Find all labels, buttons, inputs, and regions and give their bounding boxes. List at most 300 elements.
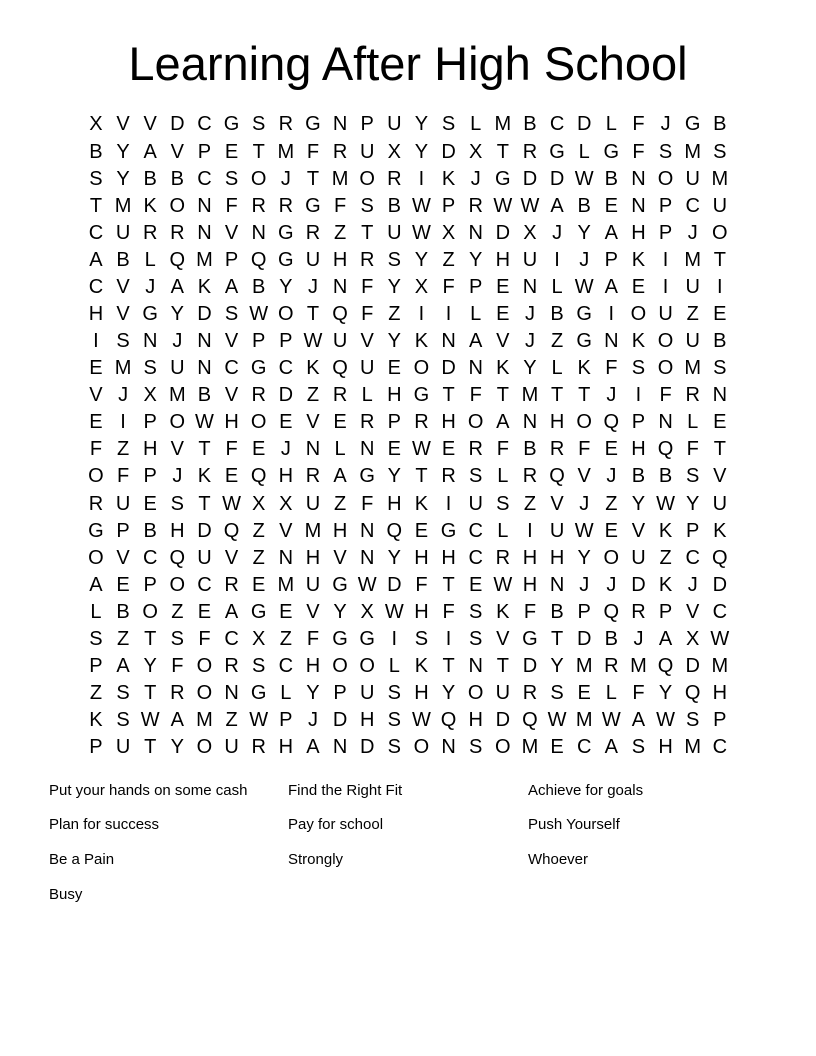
grid-letter: A: [604, 275, 618, 298]
grid-letter: L: [361, 384, 373, 407]
grid-letter: A: [604, 221, 618, 244]
grid-letter: J: [470, 167, 481, 190]
grid-letter: N: [359, 546, 375, 569]
grid-letter: L: [605, 682, 617, 705]
grid-letter: N: [522, 275, 538, 298]
grid-letter: U: [359, 682, 375, 705]
grid-letter: G: [278, 248, 294, 271]
grid-letter: J: [687, 221, 698, 244]
grid-letter: E: [224, 465, 239, 488]
grid-letter: V: [143, 113, 157, 136]
grid-letter: B: [523, 438, 537, 461]
grid-letter: U: [495, 682, 511, 705]
grid-letter: U: [332, 330, 348, 353]
grid-letter: P: [441, 194, 456, 217]
grid-letter: Y: [577, 221, 591, 244]
grid-letter: O: [467, 411, 484, 434]
grid-letter: H: [414, 546, 429, 569]
grid-letter: E: [496, 275, 510, 298]
grid-letter: J: [606, 465, 617, 488]
grid-letter: S: [89, 167, 103, 190]
grid-letter: P: [686, 519, 700, 542]
grid-letter: S: [116, 682, 130, 705]
grid-letter: B: [116, 248, 130, 271]
grid-letter: F: [116, 465, 130, 488]
grid-row: [82, 734, 733, 761]
grid-letter: A: [116, 654, 130, 677]
grid-letter: Z: [306, 384, 320, 407]
grid-letter: G: [250, 682, 267, 705]
grid-letter: M: [304, 519, 322, 542]
grid-letter: P: [116, 519, 130, 542]
grid-letter: T: [496, 654, 509, 677]
grid-letter: G: [549, 140, 565, 163]
grid-letter: B: [604, 627, 618, 650]
grid-letter: Z: [333, 221, 347, 244]
grid-letter: R: [305, 221, 321, 244]
grid-letter: M: [521, 384, 539, 407]
grid-letter: S: [170, 492, 184, 515]
grid-letter: E: [224, 140, 239, 163]
grid-letter: N: [468, 221, 483, 244]
grid-letter: R: [631, 600, 646, 623]
grid-letter: R: [88, 492, 104, 515]
grid-letter: B: [713, 330, 727, 353]
grid-row: [82, 247, 733, 274]
grid-letter: W: [493, 573, 513, 596]
grid-letter: X: [252, 627, 266, 650]
grid-letter: U: [658, 302, 673, 325]
grid-letter: W: [574, 275, 594, 298]
grid-letter: M: [711, 654, 729, 677]
grid-letter: L: [551, 275, 563, 298]
grid-letter: M: [684, 357, 702, 380]
grid-row: [82, 138, 733, 165]
grid-letter: G: [305, 113, 321, 136]
grid-row: [82, 653, 733, 680]
grid-letter: J: [524, 330, 535, 353]
grid-letter: D: [359, 736, 375, 759]
grid-letter: N: [197, 194, 212, 217]
grid-letter: A: [496, 411, 510, 434]
grid-letter: H: [468, 709, 483, 732]
grid-letter: V: [713, 465, 727, 488]
grid-letter: O: [413, 736, 430, 759]
grid-letter: B: [577, 194, 591, 217]
grid-letter: G: [359, 627, 375, 650]
grid-letter: Q: [250, 465, 267, 488]
grid-letter: W: [222, 492, 242, 515]
grid-letter: H: [387, 492, 402, 515]
grid-letter: R: [468, 438, 483, 461]
grid-letter: M: [711, 167, 729, 190]
grid-letter: Z: [605, 492, 618, 515]
grid-letter: S: [713, 140, 727, 163]
grid-letter: H: [522, 546, 538, 569]
grid-letter: V: [224, 330, 239, 353]
grid-letter: H: [495, 248, 511, 271]
grid-letter: S: [441, 113, 456, 136]
grid-letter: T: [144, 736, 157, 759]
grid-letter: L: [280, 682, 292, 705]
grid-letter: F: [361, 275, 374, 298]
grid-letter: B: [550, 600, 564, 623]
grid-letter: P: [658, 194, 673, 217]
grid-row: [82, 274, 733, 301]
grid-letter: O: [359, 654, 375, 677]
grid-row: [82, 490, 733, 517]
grid-letter: S: [658, 140, 673, 163]
grid-letter: X: [143, 384, 157, 407]
grid-letter: V: [496, 627, 510, 650]
grid-letter: O: [657, 330, 674, 353]
grid-letter: N: [332, 275, 348, 298]
grid-letter: L: [470, 302, 482, 325]
grid-letter: G: [684, 113, 701, 136]
grid-letter: C: [197, 113, 212, 136]
grid-letter: A: [306, 736, 320, 759]
grid-letter: S: [387, 709, 401, 732]
grid-letter: D: [685, 654, 700, 677]
grid-letter: V: [577, 465, 591, 488]
grid-letter: H: [305, 654, 321, 677]
grid-letter: Z: [171, 600, 184, 623]
grid-letter: I: [554, 248, 560, 271]
grid-letter: V: [116, 113, 130, 136]
grid-letter: Q: [657, 654, 674, 677]
grid-letter: H: [414, 600, 429, 623]
grid-letter: R: [522, 140, 538, 163]
grid-letter: U: [115, 492, 131, 515]
grid-letter: C: [88, 275, 104, 298]
grid-letter: P: [469, 275, 483, 298]
grid-letter: N: [468, 654, 483, 677]
grid-letter: Q: [522, 709, 538, 732]
grid-letter: I: [717, 275, 723, 298]
grid-letter: G: [603, 140, 620, 163]
grid-letter: S: [387, 682, 401, 705]
grid-letter: G: [250, 600, 267, 623]
grid-letter: J: [687, 573, 698, 596]
grid-letter: S: [116, 330, 130, 353]
grid-letter: V: [279, 519, 293, 542]
grid-row: [82, 328, 733, 355]
grid-letter: M: [684, 248, 702, 271]
grid-letter: N: [197, 330, 212, 353]
grid-letter: N: [712, 384, 728, 407]
grid-letter: Q: [386, 519, 403, 542]
grid-letter: R: [251, 194, 266, 217]
grid-letter: Y: [143, 654, 157, 677]
grid-letter: Z: [333, 492, 347, 515]
grid-letter: O: [332, 654, 348, 677]
grid-letter: U: [170, 357, 185, 380]
grid-letter: J: [145, 275, 156, 298]
grid-letter: N: [549, 573, 565, 596]
grid-letter: A: [658, 627, 673, 650]
grid-letter: A: [604, 736, 618, 759]
grid-letter: P: [631, 411, 646, 434]
grid-letter: R: [305, 465, 321, 488]
grid-letter: L: [388, 654, 400, 677]
grid-letter: V: [170, 438, 184, 461]
grid-letter: F: [171, 654, 184, 677]
grid-letter: Z: [116, 627, 130, 650]
grid-letter: M: [630, 654, 647, 677]
grid-letter: L: [605, 113, 617, 136]
grid-letter: J: [606, 573, 617, 596]
grid-letter: H: [631, 221, 646, 244]
grid-letter: Z: [89, 682, 103, 705]
grid-letter: D: [631, 573, 646, 596]
grid-letter: Y: [414, 140, 429, 163]
grid-letter: P: [143, 465, 157, 488]
grid-letter: U: [115, 221, 131, 244]
grid-letter: Q: [603, 600, 620, 623]
grid-letter: S: [170, 627, 184, 650]
grid-letter: U: [631, 546, 646, 569]
grid-letter: D: [332, 709, 348, 732]
grid-letter: T: [442, 573, 455, 596]
grid-letter: E: [279, 600, 293, 623]
grid-letter: S: [116, 709, 130, 732]
word-list-item: Whoever: [528, 851, 589, 869]
grid-letter: V: [224, 384, 239, 407]
grid-letter: C: [549, 113, 565, 136]
grid-letter: S: [631, 357, 646, 380]
grid-letter: R: [414, 411, 429, 434]
word-list-item: Achieve for goals: [528, 781, 644, 799]
grid-letter: O: [630, 302, 647, 325]
grid-letter: U: [685, 330, 700, 353]
grid-letter: Y: [658, 682, 673, 705]
grid-letter: R: [278, 194, 294, 217]
grid-letter: O: [576, 411, 592, 434]
grid-letter: L: [497, 465, 509, 488]
grid-letter: C: [278, 654, 294, 677]
grid-letter: I: [93, 330, 99, 353]
grid-letter: L: [578, 140, 590, 163]
grid-letter: E: [387, 357, 401, 380]
grid-letter: S: [550, 682, 564, 705]
grid-letter: M: [684, 140, 702, 163]
grid-letter: H: [387, 384, 402, 407]
grid-letter: N: [142, 330, 158, 353]
grid-row: [82, 680, 733, 707]
grid-letter: F: [361, 492, 374, 515]
grid-letter: M: [114, 357, 132, 380]
grid-letter: H: [278, 465, 294, 488]
grid-letter: N: [305, 438, 321, 461]
grid-letter: D: [441, 357, 456, 380]
grid-letter: K: [496, 357, 510, 380]
grid-letter: D: [522, 654, 538, 677]
grid-letter: U: [305, 492, 321, 515]
grid-letter: S: [387, 248, 401, 271]
grid-letter: S: [224, 167, 239, 190]
grid-letter: R: [170, 682, 185, 705]
grid-letter: E: [333, 411, 347, 434]
grid-letter: G: [278, 221, 294, 244]
grid-letter: F: [415, 573, 428, 596]
grid-letter: O: [250, 167, 267, 190]
grid-letter: Y: [387, 275, 401, 298]
grid-letter: J: [172, 465, 183, 488]
grid-letter: Q: [332, 302, 348, 325]
grid-letter: J: [172, 330, 183, 353]
grid-letter: C: [197, 573, 212, 596]
grid-letter: E: [197, 600, 212, 623]
grid-letter: T: [89, 194, 103, 217]
word-list-column: [288, 773, 402, 877]
grid-letter: J: [579, 573, 590, 596]
grid-letter: I: [445, 302, 452, 325]
grid-letter: D: [712, 573, 728, 596]
grid-letter: W: [303, 330, 323, 353]
grid-letter: M: [684, 736, 702, 759]
grid-letter: F: [578, 438, 591, 461]
grid-letter: W: [601, 709, 621, 732]
grid-letter: P: [224, 248, 239, 271]
grid-letter: U: [115, 736, 131, 759]
grid-letter: R: [170, 221, 185, 244]
grid-letter: R: [522, 465, 538, 488]
grid-letter: G: [332, 627, 348, 650]
grid-letter: O: [169, 411, 186, 434]
grid-letter: A: [224, 275, 239, 298]
grid-letter: C: [712, 600, 728, 623]
grid-letter: I: [635, 384, 642, 407]
grid-letter: N: [278, 546, 294, 569]
grid-letter: R: [278, 113, 294, 136]
grid-letter: N: [332, 113, 348, 136]
grid-letter: F: [225, 438, 238, 461]
grid-letter: W: [547, 709, 567, 732]
grid-letter: P: [360, 113, 374, 136]
grid-letter: B: [713, 113, 727, 136]
grid-letter: O: [712, 221, 728, 244]
grid-row: [82, 409, 733, 436]
grid-letter: Y: [387, 546, 401, 569]
grid-letter: F: [523, 600, 537, 623]
grid-letter: U: [685, 167, 700, 190]
grid-letter: C: [712, 736, 728, 759]
grid-letter: F: [306, 627, 320, 650]
grid-letter: W: [412, 194, 431, 217]
grid-letter: T: [144, 682, 157, 705]
grid-letter: O: [413, 357, 430, 380]
grid-letter: N: [224, 682, 239, 705]
grid-letter: U: [549, 519, 565, 542]
grid-letter: Z: [442, 248, 455, 271]
grid-letter: S: [713, 357, 727, 380]
grid-letter: R: [332, 384, 348, 407]
grid-letter: N: [658, 411, 673, 434]
grid-letter: M: [494, 113, 512, 136]
grid-letter: P: [143, 411, 157, 434]
grid-letter: M: [575, 654, 593, 677]
grid-letter: C: [468, 546, 483, 569]
grid-letter: H: [414, 682, 429, 705]
grid-letter: N: [332, 736, 348, 759]
grid-letter: V: [550, 492, 564, 515]
grid-letter: V: [360, 330, 374, 353]
grid-letter: M: [277, 573, 295, 596]
grid-letter: W: [656, 709, 676, 732]
grid-letter: Z: [252, 519, 265, 542]
grid-letter: O: [88, 546, 104, 569]
grid-letter: O: [196, 654, 213, 677]
grid-letter: W: [249, 302, 269, 325]
grid-letter: B: [523, 113, 537, 136]
grid-letter: B: [197, 384, 212, 407]
grid-letter: O: [657, 167, 674, 190]
grid-letter: R: [251, 384, 266, 407]
grid-letter: J: [307, 275, 318, 298]
grid-letter: A: [143, 140, 157, 163]
grid-letter: N: [441, 736, 456, 759]
grid-letter: C: [197, 167, 212, 190]
grid-letter: O: [250, 411, 267, 434]
grid-letter: Y: [333, 600, 347, 623]
grid-letter: Y: [631, 492, 646, 515]
grid-letter: J: [579, 248, 590, 271]
grid-letter: N: [631, 194, 646, 217]
grid-letter: F: [225, 194, 238, 217]
grid-letter: V: [496, 330, 510, 353]
grid-letter: G: [576, 302, 592, 325]
grid-letter: K: [658, 573, 673, 596]
grid-letter: I: [418, 302, 425, 325]
grid-letter: H: [142, 438, 158, 461]
grid-letter: W: [656, 492, 676, 515]
grid-letter: K: [414, 654, 429, 677]
grid-letter: A: [170, 709, 184, 732]
grid-letter: Y: [414, 113, 429, 136]
grid-letter: R: [359, 411, 375, 434]
grid-letter: W: [520, 194, 540, 217]
grid-letter: X: [469, 140, 483, 163]
grid-letter: A: [469, 330, 483, 353]
grid-letter: G: [413, 384, 430, 407]
grid-letter: Z: [550, 330, 564, 353]
grid-letter: H: [224, 411, 239, 434]
grid-letter: W: [710, 627, 730, 650]
grid-letter: L: [334, 438, 346, 461]
grid-letter: F: [632, 113, 645, 136]
grid-letter: O: [278, 302, 294, 325]
grid-letter: S: [387, 736, 401, 759]
grid-letter: U: [522, 248, 538, 271]
grid-letter: C: [88, 221, 104, 244]
grid-letter: D: [170, 113, 185, 136]
grid-letter: H: [88, 302, 104, 325]
grid-letter: U: [305, 573, 321, 596]
grid-letter: U: [387, 221, 402, 244]
grid-letter: E: [89, 411, 103, 434]
grid-letter: F: [198, 627, 211, 650]
grid-letter: I: [418, 167, 425, 190]
grid-row: [82, 707, 733, 734]
grid-letter: P: [658, 221, 673, 244]
grid-letter: U: [224, 736, 239, 759]
grid-letter: F: [306, 140, 320, 163]
grid-letter: L: [144, 248, 156, 271]
word-list-item: Push Yourself: [528, 816, 620, 834]
grid-letter: T: [415, 465, 428, 488]
grid-letter: P: [89, 654, 103, 677]
grid-letter: J: [280, 167, 291, 190]
